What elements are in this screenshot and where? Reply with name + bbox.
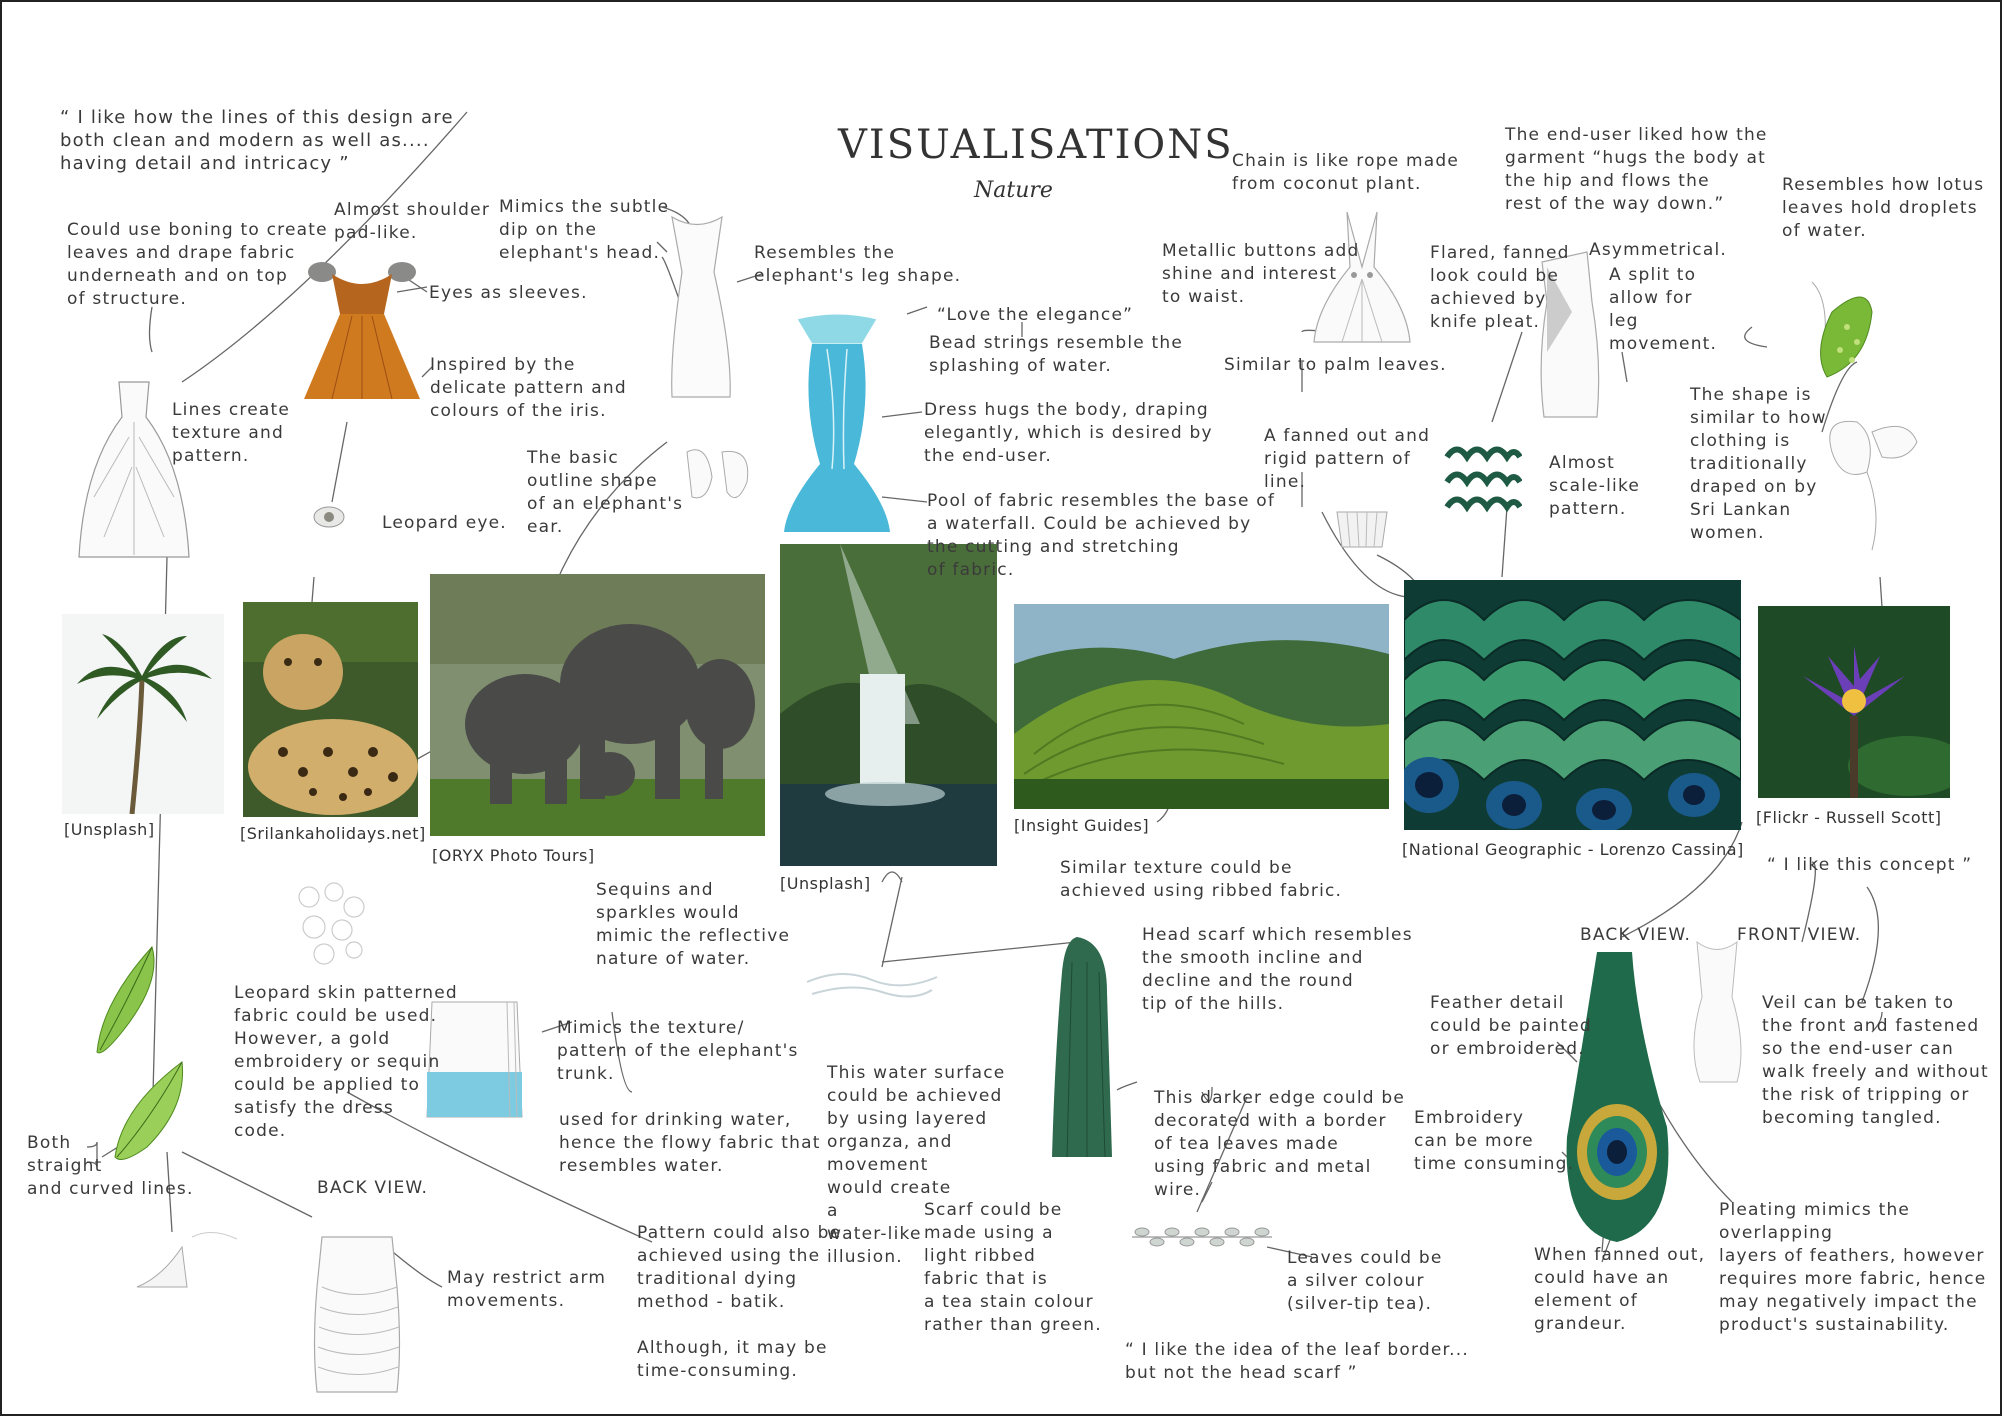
tea-leaf-border-sketch (1127, 1222, 1277, 1252)
elephants-image (430, 574, 765, 836)
note-shoulder: Almost shoulder pad-like. (334, 200, 491, 243)
note-iris: Inspired by the delicate pattern and colours of the iris. (430, 355, 627, 421)
note-feather: Feather detail could be painted or embroidered. (1430, 993, 1592, 1059)
note-elegance: “Love the elegance” (937, 305, 1134, 325)
note-fanned: A fanned out and rigid pattern of line. (1264, 426, 1431, 492)
note-pleating: Pleating mimics the overlapping layers of feathers, however requires more fabric, hence may negatively impact the product's sustainability. (1719, 1200, 1987, 1335)
green-leaf-sketch-1 (92, 942, 162, 1062)
note-trunk: Mimics the texture/ pattern of the elephant's trunk. (557, 1018, 799, 1084)
note-ribbed: Similar texture could be achieved using ribbed fabric. (1060, 858, 1343, 901)
fan-pattern-sketch (1332, 507, 1392, 552)
leaf-lace-sketch (284, 872, 374, 972)
note-boning: Could use boning to create leaves and drape fabric underneath and on top of structure. (67, 220, 328, 309)
note-scarf-tea: Scarf could be made using a light ribbed fabric that is a tea stain colour rather than green. (924, 1200, 1102, 1335)
palm-photo (62, 614, 224, 814)
leopard-eye-sketch (312, 502, 347, 532)
note-pool: Pool of fabric resembles the base of a waterfall. Could be achieved by the cutting and stretching of fabric. (927, 491, 1276, 580)
note-water-surface: This water surface could be achieved by using layered organza, and movement would create a water-like illusion. (827, 1063, 1006, 1267)
note-arm: May restrict arm movements. (447, 1268, 607, 1311)
note-sequins: Sequins and sparkles would mimic the reflective nature of water. (596, 880, 791, 969)
note-dip: Mimics the subtle dip on the elephant's head. (499, 197, 670, 263)
note-drinking: used for drinking water, hence the flowy fabric that resembles water. (559, 1110, 821, 1176)
note-enduser: The end-user liked how the garment “hugs the body at the hip and flows the rest of the way down.” (1505, 125, 1768, 214)
label-back-view-draped: BACK VIEW. (317, 1178, 429, 1198)
peacock-feathers-image (1404, 580, 1741, 830)
note-lines-texture: Lines create texture and pattern. (172, 400, 291, 466)
note-concept: “ I like this concept ” (1767, 855, 1973, 875)
note-metallic: Metallic buttons add shine and interest to waist. (1162, 241, 1360, 307)
front-view-body-sketch (1672, 937, 1762, 1087)
note-embroidery: Embroidery can be more time consuming. (1414, 1108, 1575, 1174)
note-shape: The shape is similar to how clothing is traditionally draped on by Sri Lankan women. (1690, 385, 1827, 543)
note-lotus: Resembles how lotus leaves hold droplets of water. (1782, 175, 1985, 241)
note-batik: Pattern could also be achieved using the traditional dying method - batik. Although, it may be time-consuming. (637, 1223, 842, 1381)
note-headscarf: Head scarf which resembles the smooth incline and decline and the round tip of the hills. (1142, 925, 1413, 1014)
lotus-photo (1758, 606, 1950, 798)
shoulder-detail-sketch (132, 1227, 242, 1292)
note-quote-lines: “ I like how the lines of this design are both clean and modern as well as.... having detail and intricacy ” (60, 107, 454, 174)
note-chain: Chain is like rope made from coconut plant. (1232, 151, 1459, 194)
note-darker: This darker edge could be decorated with a border of tea leaves made using fabric and metal wire. (1154, 1088, 1406, 1200)
page-title: VISUALISATIONS (838, 122, 1234, 168)
page-subtitle: Nature (974, 178, 1053, 203)
lotus-outline-sketch (1812, 412, 1922, 552)
leopard-photo (243, 602, 418, 817)
note-split: A split to allow for leg movement. (1609, 265, 1718, 354)
note-leaves-silver: Leaves could be a silver colour (silver-tip tea). (1287, 1248, 1443, 1314)
note-leopard-eye: Leopard eye. (382, 513, 507, 533)
peacock-photo (1404, 580, 1741, 830)
tea-hills-image (1014, 604, 1389, 809)
photo-caption-palm: [ Unsplash ] (64, 820, 155, 839)
note-veil: Veil can be taken to the front and fastened so the end-user can walk freely and without the risk of tripping or becoming tangled. (1762, 993, 1989, 1128)
label-front-view: FRONT VIEW. (1737, 925, 1862, 945)
note-ear: The basic outline shape of an elephant's ear. (527, 448, 684, 537)
note-palm: Similar to palm leaves. (1224, 355, 1447, 375)
note-bead: Bead strings resemble the splashing of water. (929, 333, 1184, 376)
label-back-view-peacock: BACK VIEW. (1580, 925, 1692, 945)
elephants-photo (430, 574, 765, 836)
leopard-image (243, 602, 418, 817)
photo-caption-elephants: [ ORYX Photo Tours ] (432, 846, 595, 865)
photo-caption-tea: [ Insight Guides ] (1014, 816, 1149, 835)
photo-caption-leopard: [ Srilankaholidays.net ] (240, 824, 426, 843)
photo-caption-lotus: [ Flickr - Russell Scott ] (1756, 808, 1942, 827)
note-leaf-border: “ I like the idea of the leaf border... but not the head scarf ” (1125, 1340, 1469, 1383)
elephant-ear-sketch (677, 442, 757, 512)
tea-hills-photo (1014, 604, 1389, 809)
waterfall-image (780, 544, 997, 866)
blue-waterfall-gown-sketch (782, 304, 892, 534)
note-leg: Resembles the elephant's leg shape. (754, 243, 962, 286)
note-asym: Asymmetrical. (1589, 240, 1727, 260)
organza-water-sketch (802, 962, 942, 1007)
back-view-draped-sketch (302, 1227, 412, 1397)
lotus-image (1758, 606, 1950, 798)
note-flared: Flared, fanned look could be achieved by knife pleat. (1430, 243, 1570, 332)
note-grandeur: When fanned out, could have an element of grandeur. (1534, 1245, 1706, 1334)
note-scale: Almost scale-like pattern. (1549, 453, 1641, 519)
note-leopard-skin: Leopard skin patterned fabric could be used. However, a gold embroidery or sequin could be applied to satisfy the dress code. (234, 983, 458, 1141)
note-both-lines: Both straight and curved lines. (27, 1133, 194, 1199)
palm-tree-image (62, 614, 224, 814)
photo-caption-peacock: [ National Geographic - Lorenzo Cassina ] (1402, 840, 1744, 859)
scale-pattern-sketch (1442, 442, 1522, 522)
lotus-leaf-drape-sketch (1782, 272, 1882, 382)
photo-caption-waterfall: [ Unsplash ] (780, 874, 871, 893)
green-headscarf-sketch (1047, 932, 1117, 1162)
note-eyes: Eyes as sleeves. (429, 283, 588, 303)
note-hugs: Dress hugs the body, draping elegantly, which is desired by the end-user. (924, 400, 1213, 466)
waterfall-photo (780, 544, 997, 866)
